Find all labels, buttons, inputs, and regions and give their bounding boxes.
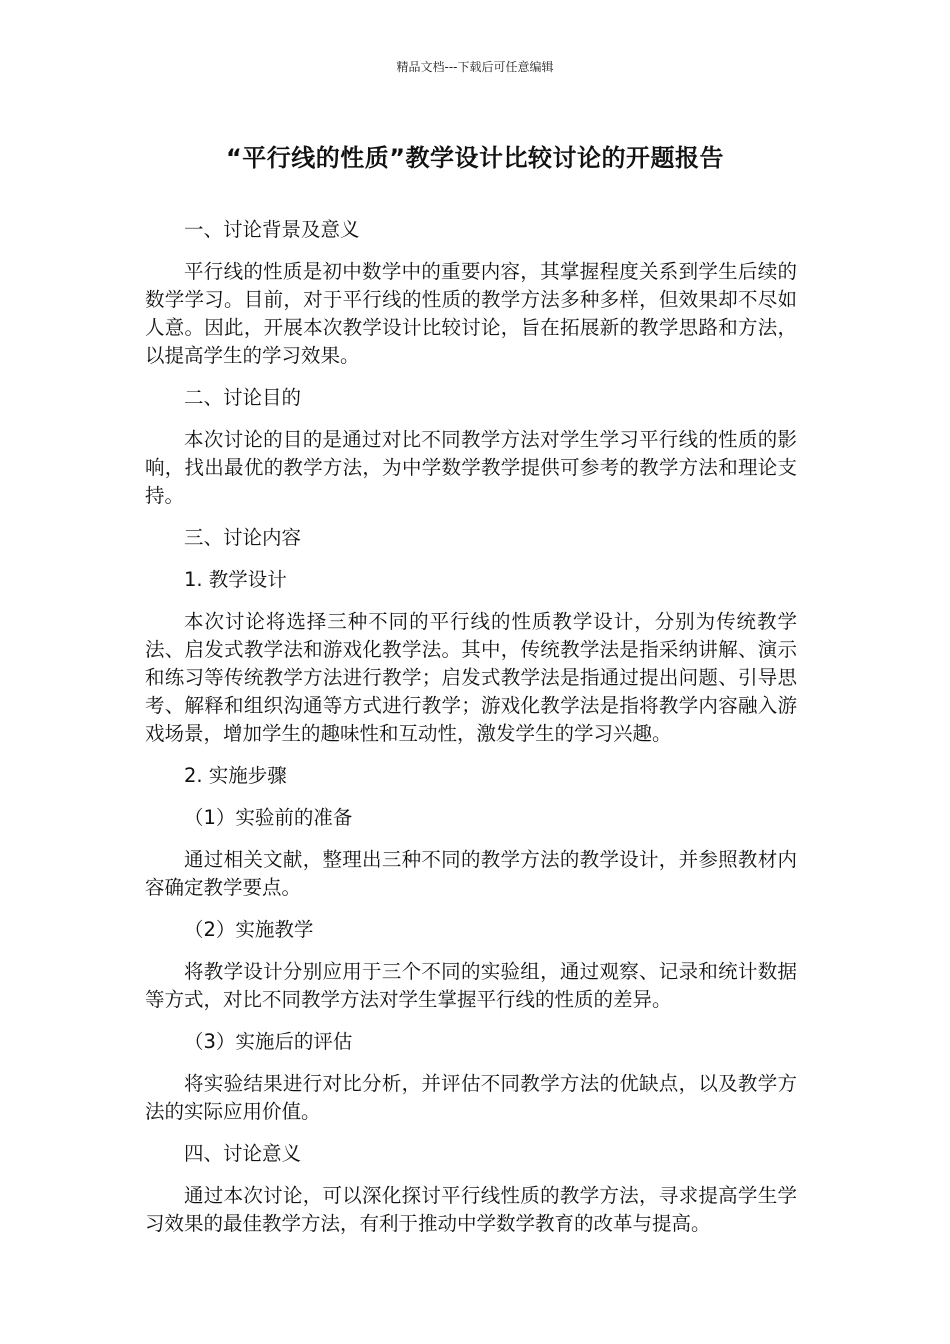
document-body bbox=[145, 216, 797, 1252]
section-heading: 三、讨论内容 bbox=[184, 526, 302, 549]
section-heading: 一、讨论背景及意义 bbox=[184, 218, 360, 241]
paragraph: 将教学设计分别应用于三个不同的实验组，通过观察、记录和统计数据等方式，对比不同教学方法对学生掌握平行线的性质的差异。 bbox=[145, 960, 797, 1011]
step-heading: （3）实施后的评估 bbox=[184, 1030, 353, 1053]
step-heading: （1）实验前的准备 bbox=[184, 806, 353, 829]
paragraph: 通过相关文献，整理出三种不同的教学方法的教学设计，并参照教材内容确定教学要点。 bbox=[145, 848, 797, 899]
subsection-heading: 2. 实施步骤 bbox=[184, 764, 287, 787]
step-heading: （2）实施教学 bbox=[184, 918, 314, 941]
paragraph: 本次讨论的目的是通过对比不同教学方法对学生学习平行线的性质的影响，找出最优的教学方法，为中学数学教学提供可参考的教学方法和理论支持。 bbox=[145, 428, 797, 507]
section-heading: 四、讨论意义 bbox=[184, 1142, 302, 1165]
section-heading: 二、讨论目的 bbox=[184, 386, 302, 409]
paragraph: 将实验结果进行对比分析，并评估不同教学方法的优缺点，以及教学方法的实际应用价值。 bbox=[145, 1072, 797, 1123]
document-title: “平行线的性质”教学设计比较讨论的开题报告 bbox=[225, 144, 725, 172]
paragraph: 平行线的性质是初中数学中的重要内容，其掌握程度关系到学生后续的数学学习。目前，对于平行线的性质的教学方法多种多样，但效果却不尽如人意。因此，开展本次教学设计比较讨论，旨在拓展新的教学思路和方法，以提高学生的学习效果。 bbox=[145, 260, 797, 367]
paragraph: 本次讨论将选择三种不同的平行线的性质教学设计，分别为传统教学法、启发式教学法和游戏化教学法。其中，传统教学法是指采纳讲解、演示和练习等传统教学方法进行教学；启发式教学法是指通过提出问题、引导思考、解释和组织沟通等方式进行教学；游戏化教学法是指将教学内容融入游戏场景，增加学生的趣味性和互动性，激发学生的学习兴趣。 bbox=[145, 610, 797, 745]
page-header: 精品文档---下载后可任意编辑 bbox=[396, 60, 554, 74]
paragraph: 通过本次讨论，可以深化探讨平行线性质的教学方法，寻求提高学生学习效果的最佳教学方法，有利于推动中学数学教育的改革与提高。 bbox=[145, 1184, 797, 1235]
subsection-heading: 1. 教学设计 bbox=[184, 568, 287, 591]
